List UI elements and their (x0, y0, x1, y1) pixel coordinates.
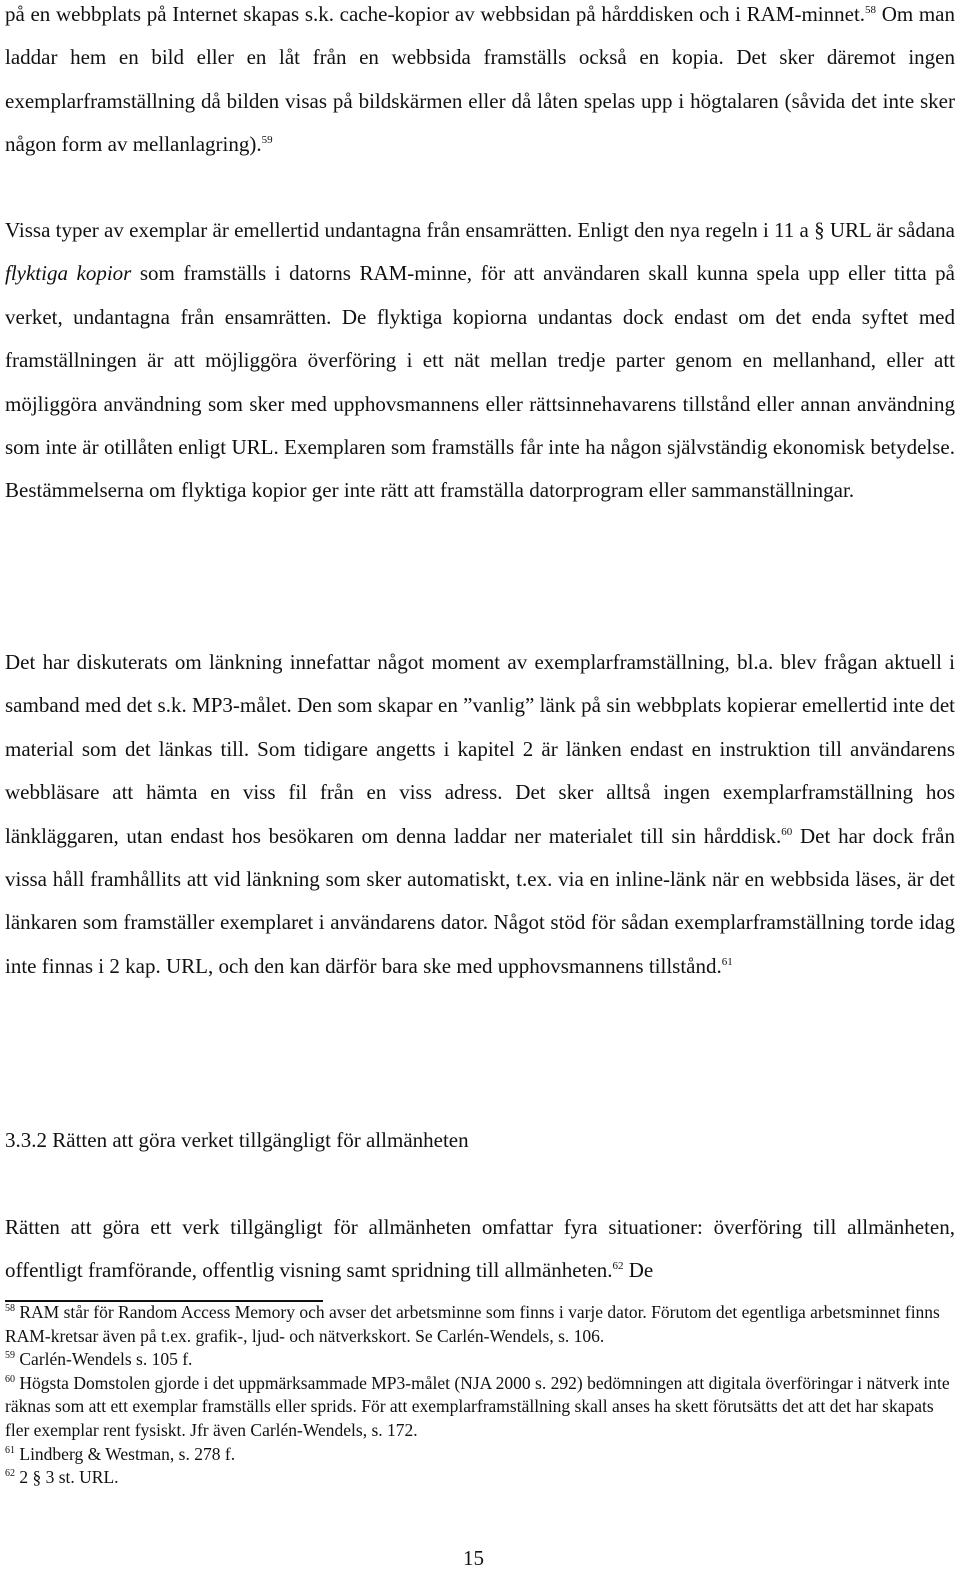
footnote-text: 2 § 3 st. URL. (19, 1467, 119, 1488)
footnote-62 (5, 1466, 950, 1490)
paragraph-linking (5, 641, 955, 988)
emphasis-flyktiga-kopior: flyktiga kopior (5, 261, 132, 286)
footnote-text: Lindberg & Westman, s. 278 f. (19, 1443, 236, 1464)
footnote-text: Carlén-Wendels s. 105 f. (19, 1349, 193, 1370)
footnote-58 (5, 1301, 950, 1348)
footnote-ref-60[interactable]: 60 (781, 825, 793, 838)
footnote-61 (5, 1443, 950, 1467)
section-heading: 3.3.2 Rätten att göra verket tillgängligt för allmänheten (5, 1128, 469, 1152)
footnote-ref-61[interactable]: 61 (721, 955, 733, 968)
paragraph-text: De (623, 1258, 654, 1283)
footnote-59 (5, 1348, 950, 1372)
footnote-60 (5, 1372, 950, 1443)
paragraph-text: Rätten att göra ett verk tillgängligt för allmänheten omfattar fyra situationer: överföring till allmänheten, offentligt framförande, offentlig visning samt spridning till allmänheten. (5, 1215, 955, 1283)
paragraph-cache-copies (5, 0, 955, 167)
footnote-ref-62[interactable]: 62 (612, 1260, 624, 1273)
footnote-number: 59 (5, 1350, 15, 1362)
paragraph-text: Det har dock från vissa håll framhållits att vid länkning som sker automatiskt, t.ex. via en inline-länk när en webbsida läses, är det länkaren som framställer exemplaret i användarens dator. Något stöd för sådan exemplarframställning torde idag inte finnas i 2 kap. URL, och den kan därför bara ske med upphovsmannens tillstånd. (5, 823, 955, 978)
footnote-text: Högsta Domstolen gjorde i det uppmärksammade MP3-målet (NJA 2000 s. 292) bedömningen att digitala överföringar i nätverk inte räknas som att ett exemplar framställs eller sprids. För att exemplarframställning skall anses ha skett förutsätts det att det har skapats fler exemplar rent fysiskt. Jfr även Carlén-Wendels, s. 172. (5, 1372, 950, 1440)
footnote-ref-59[interactable]: 59 (261, 134, 273, 147)
footnotes (5, 1301, 950, 1490)
paragraph-text: Om man laddar hem en bild eller en låt från en webbsida framställs också en kopia. Det sker däremot ingen exemplarframställning då bilden visas på bildskärmen eller då låten spelas upp i högtalaren (såvida det inte sker någon form av mellanlagring). (5, 2, 955, 157)
footnote-number: 61 (5, 1444, 15, 1456)
footnote-text: RAM står för Random Access Memory och avser det arbetsminne som finns i varje dator. Förutom det egentliga arbetsminnet finns RAM-kretsar även på t.ex. grafik-, ljud- och nätverkskort. Se Carlén-Wendels, s. 106. (5, 1302, 940, 1346)
page-number: 15 (463, 1546, 484, 1570)
footnote-number: 60 (5, 1373, 15, 1385)
footnote-ref-58[interactable]: 58 (865, 4, 877, 16)
paragraph-text: som framställs i datorns RAM-minne, för att användaren skall kunna spela upp eller titta på verket, undantagna från ensamrätten. De flyktiga kopiorna undantas dock endast om det enda syftet med framställningen är att möjliggöra överföring i ett nät mellan tredje parter genom en mellanhand, eller att möjliggöra användning som sker med upphovsmannens eller rättsinnehavarens tillstånd eller annan användning som inte är otillåten enligt URL. Exemplaren som framställs får inte ha någon självständig ekonomisk betydelse. Bestämmelserna om flyktiga kopior ger inte rätt att framställa datorprogram eller sammanställningar. (5, 261, 956, 503)
footnote-number: 62 (5, 1468, 15, 1480)
paragraph-text: på en webbplats på Internet skapas s.k. cache-kopior av webbsidan på hårddisken och i RAM-minnet. (5, 2, 866, 26)
paragraph-text: Vissa typer av exemplar är emellertid undantagna från ensamrätten. Enligt den nya regeln i 11 a § URL är sådana (5, 218, 955, 242)
paragraph-text: Det har diskuterats om länkning innefattar något moment av exemplarframställning, bl.a. blev frågan aktuell i samband med det s.k. MP3-målet. Den som skapar en ”vanlig” länk på sin webbplats kopierar emellertid inte det material som det länkas till. Som tidigare angetts i kapitel 2 är länken endast en instruktion till användarens webbläsare att hämta en viss fil från en viss adress. Det sker alltså ingen exemplarframställning hos länkläggaren, utan endast hos besökaren om denna laddar ner materialet till sin hårddisk. (5, 650, 955, 848)
footnote-number: 58 (5, 1303, 15, 1315)
paragraph-transient-copies (5, 209, 955, 513)
paragraph-making-available (5, 1206, 955, 1293)
